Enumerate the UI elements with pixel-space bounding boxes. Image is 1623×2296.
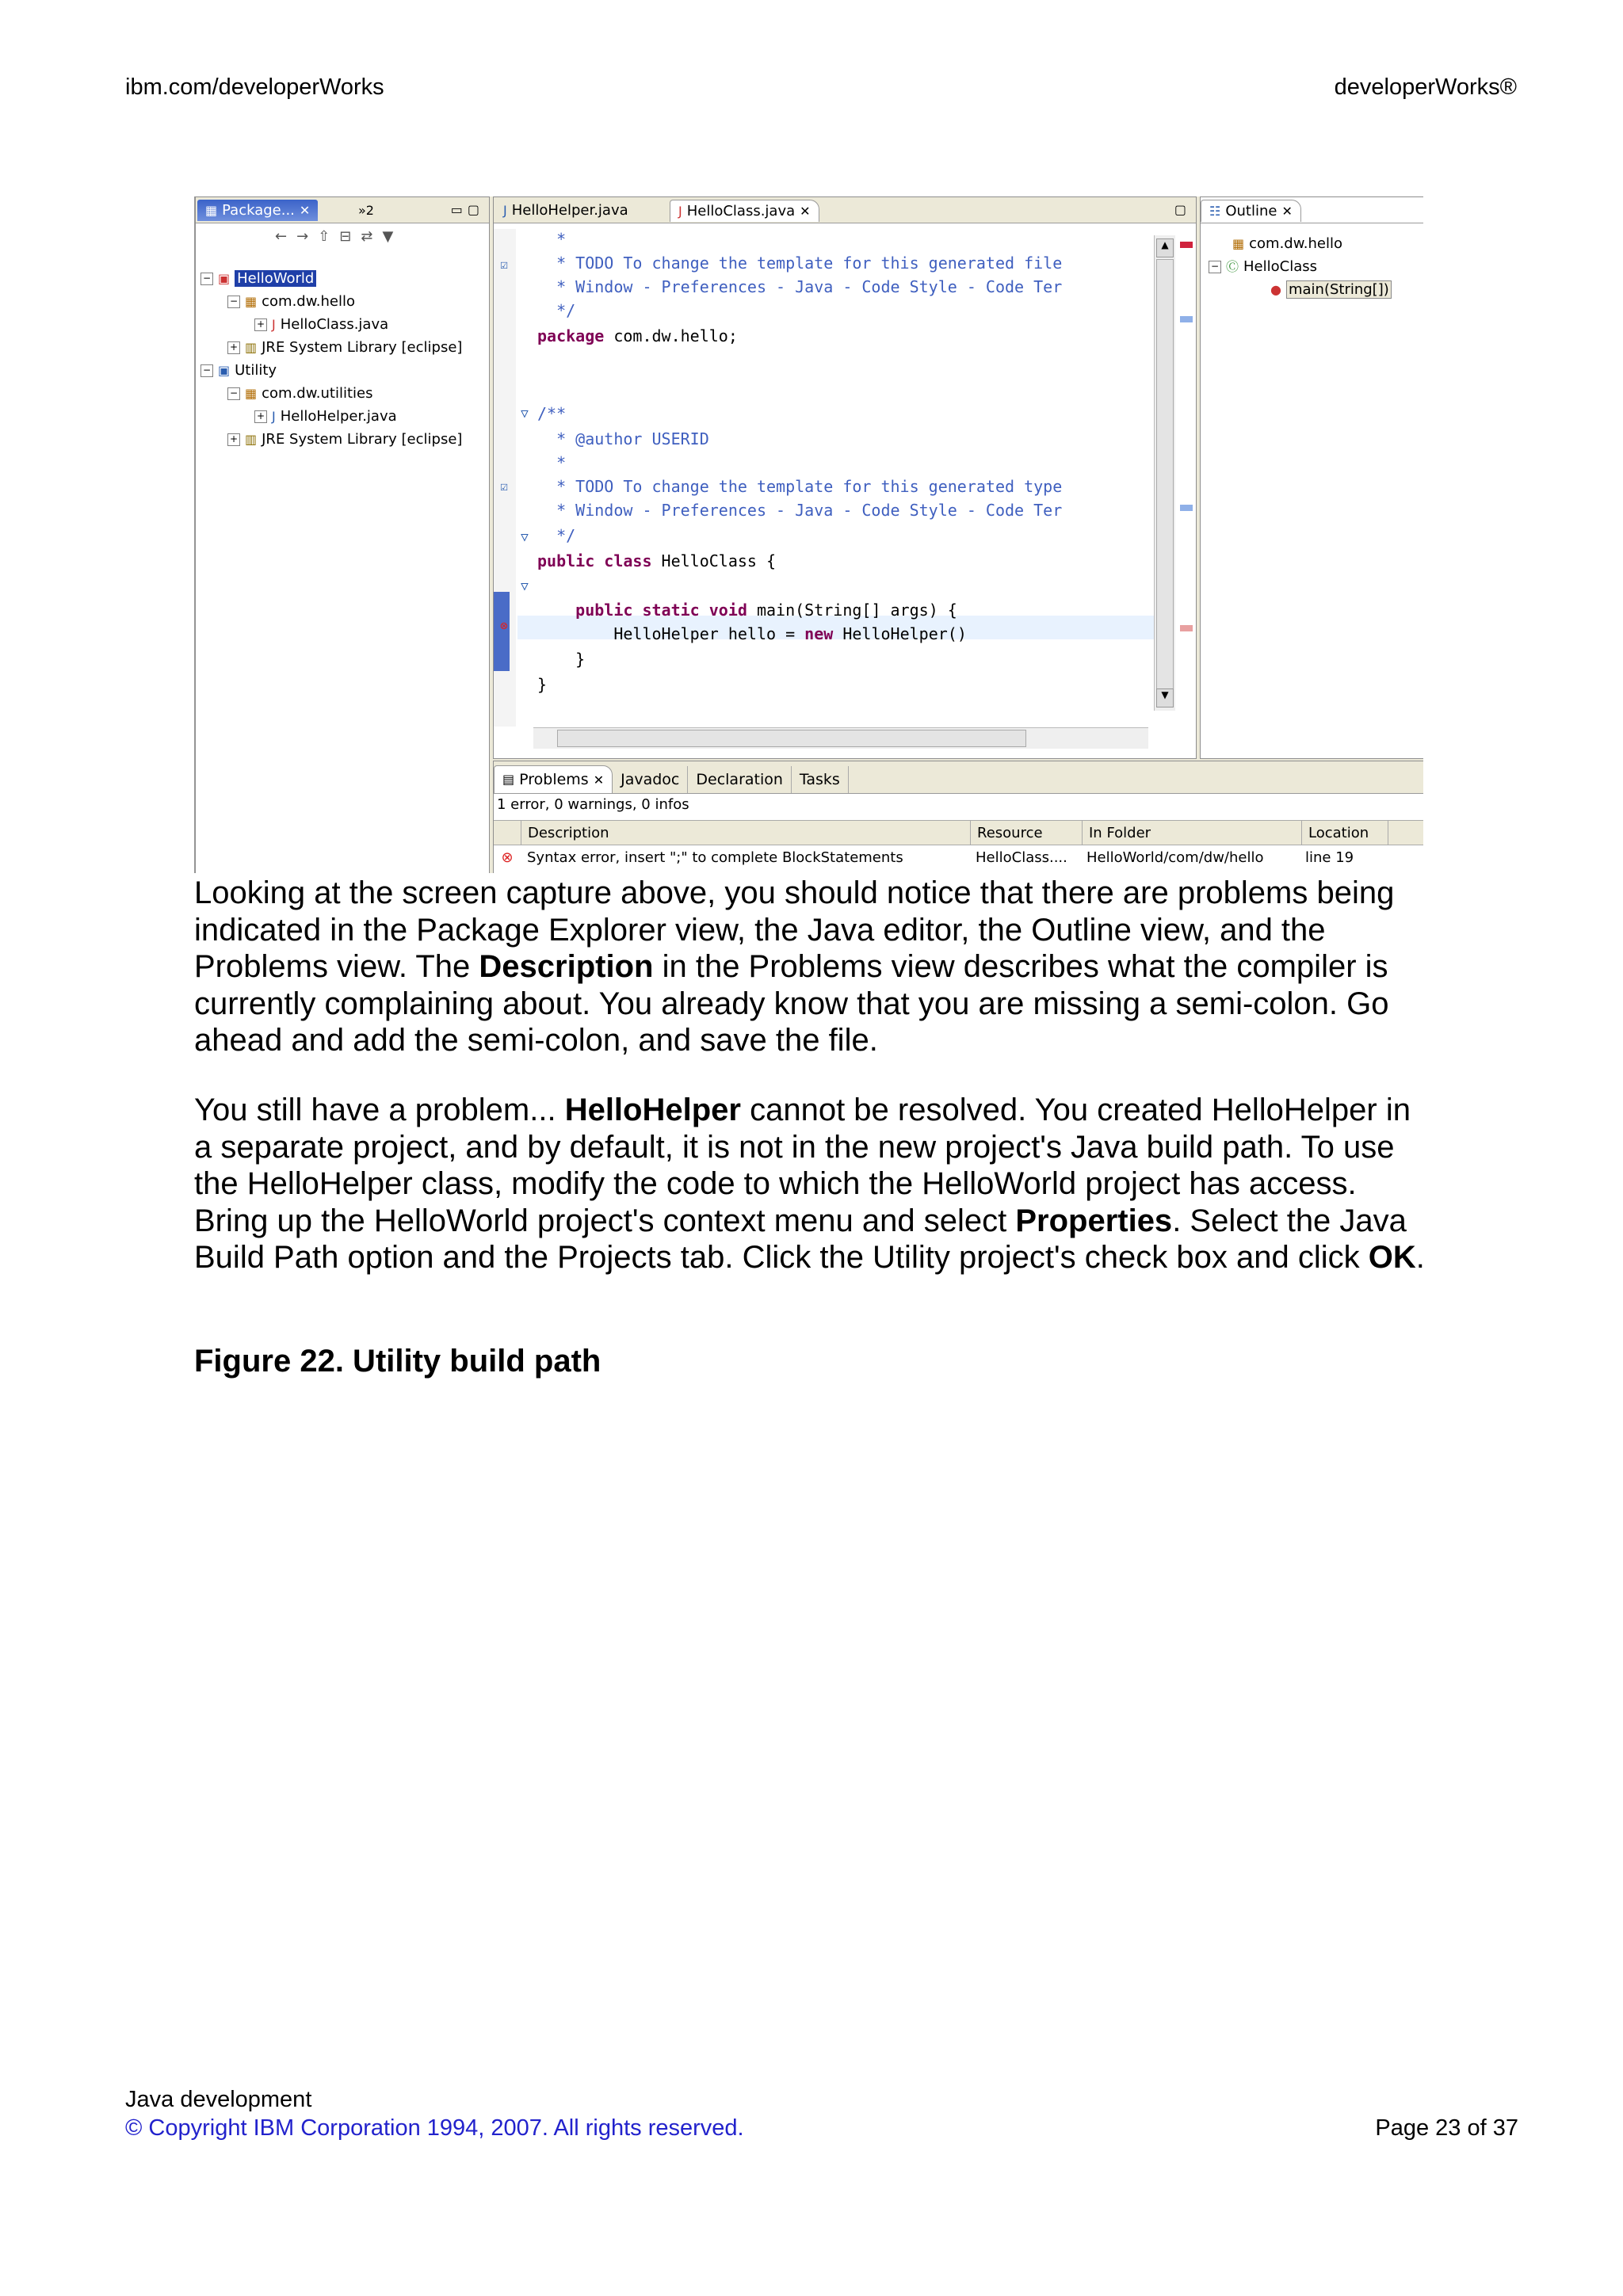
expand-icon[interactable]: + bbox=[254, 410, 267, 423]
tree-item-helloworld[interactable] bbox=[200, 267, 489, 290]
code-line: */ bbox=[537, 526, 576, 545]
problems-tab-label: Problems bbox=[519, 771, 589, 788]
column-header[interactable]: Location bbox=[1302, 821, 1388, 845]
code-line: */ bbox=[537, 301, 576, 320]
problem-folder: HelloWorld/com/dw/hello bbox=[1086, 849, 1264, 866]
tab-overflow[interactable]: »2 bbox=[358, 203, 374, 218]
java-file-error-icon: J bbox=[272, 316, 276, 332]
header-brand: developerWorks® bbox=[1334, 74, 1517, 100]
outline-item-label: main(String[]) bbox=[1286, 280, 1392, 299]
collapse-icon[interactable]: − bbox=[1209, 261, 1221, 273]
tree-item-label: HelloClass.java bbox=[280, 316, 389, 333]
close-icon[interactable]: ✕ bbox=[299, 203, 311, 218]
code-area[interactable] bbox=[494, 229, 1156, 727]
footer-title: Java development bbox=[125, 2087, 312, 2112]
outline-view bbox=[1200, 196, 1423, 759]
editor-tab-label: HelloHelper.java bbox=[511, 202, 628, 219]
scroll-thumb[interactable] bbox=[557, 730, 1026, 747]
code-line: } bbox=[537, 675, 548, 694]
outline-item-label: com.dw.hello bbox=[1249, 235, 1343, 252]
task-overview-marker[interactable] bbox=[1180, 316, 1193, 322]
tab-declaration[interactable]: Declaration bbox=[688, 766, 792, 793]
horizontal-scrollbar[interactable] bbox=[533, 727, 1148, 749]
text-run: Looking at the screen capture above, you should notice that there are problems being indicated in the Package Explorer view, the Java editor, the Outline view, and the Problems view. The bbox=[194, 875, 1395, 984]
column-header[interactable]: Description bbox=[521, 821, 971, 845]
error-icon: ⊗ bbox=[501, 849, 514, 866]
project-icon: ▣ bbox=[218, 362, 231, 378]
outline-item-label: HelloClass bbox=[1243, 258, 1317, 275]
scroll-thumb[interactable] bbox=[1156, 259, 1174, 704]
tree-item-label: JRE System Library [eclipse] bbox=[262, 431, 463, 448]
collapse-icon[interactable]: − bbox=[227, 387, 240, 400]
fold-icon[interactable]: ▽ bbox=[521, 529, 529, 544]
package-explorer-tab-label: Package... bbox=[222, 202, 295, 219]
project-error-icon: ▣ bbox=[218, 270, 231, 286]
expand-icon[interactable]: + bbox=[254, 318, 267, 331]
problems-table bbox=[494, 820, 1423, 869]
tree-item-library[interactable] bbox=[200, 428, 489, 451]
outline-icon: ☷ bbox=[1209, 203, 1221, 219]
problem-description: Syntax error, insert ";" to complete BlockStatements bbox=[527, 849, 903, 866]
error-icon[interactable]: ⊗ bbox=[500, 618, 508, 633]
fold-icon[interactable]: ▽ bbox=[521, 578, 529, 593]
package-icon: ▦ bbox=[245, 293, 258, 309]
fold-icon[interactable]: ▽ bbox=[521, 406, 529, 421]
package-icon: ▦ bbox=[245, 385, 258, 401]
code-line-class: public class HelloClass { bbox=[537, 551, 777, 570]
table-header bbox=[494, 820, 1423, 845]
outline-tab-label: Outline bbox=[1225, 203, 1277, 219]
tab-tasks[interactable]: Tasks bbox=[792, 766, 849, 793]
tree-item-file[interactable] bbox=[200, 313, 489, 336]
expand-icon[interactable]: + bbox=[227, 433, 240, 446]
java-file-icon: J bbox=[272, 408, 276, 424]
minimize-maximize-icon[interactable]: ▭▢ bbox=[450, 202, 484, 217]
close-icon[interactable]: ✕ bbox=[1281, 204, 1293, 219]
outline-item-package[interactable] bbox=[1209, 232, 1392, 255]
package-icon: ▦ bbox=[1232, 235, 1245, 251]
eclipse-screenshot bbox=[194, 196, 1423, 873]
text-run: cannot be resolved. You created HelloHelper in a separate project, and by default, it is not in the new project's Java build path. To use the HelloHelper class, modify the code to which the HelloWorld project has access. Bring up the HelloWorld project's context menu and select bbox=[194, 1093, 1411, 1238]
outline-item-method[interactable] bbox=[1209, 278, 1392, 301]
close-icon[interactable]: ✕ bbox=[800, 204, 811, 219]
tree-item-label: Utility bbox=[235, 362, 277, 379]
problems-icon: ▤ bbox=[502, 772, 515, 787]
package-icon: ▦ bbox=[205, 202, 218, 218]
footer-page-number: Page 23 of 37 bbox=[1375, 2115, 1518, 2141]
tree-item-file[interactable] bbox=[200, 405, 489, 428]
outline-item-class[interactable] bbox=[1209, 255, 1392, 278]
code-line: * Window - Preferences - Java - Code Style - Code Ter bbox=[537, 277, 1063, 296]
up-icon[interactable]: ⇧ bbox=[318, 227, 330, 245]
collapse-icon[interactable]: − bbox=[227, 296, 240, 308]
column-header[interactable]: Resource bbox=[971, 821, 1083, 845]
code-line-error: HelloHelper hello = new HelloHelper() bbox=[537, 624, 967, 643]
header-spacer bbox=[494, 821, 521, 845]
paragraph-build-path bbox=[194, 1092, 1430, 1276]
task-overview-marker[interactable] bbox=[1180, 505, 1193, 511]
column-header[interactable]: In Folder bbox=[1083, 821, 1302, 845]
problem-resource: HelloClass.... bbox=[976, 849, 1067, 866]
text-run: . bbox=[1415, 1240, 1425, 1275]
project-tree bbox=[200, 267, 489, 451]
link-with-editor-icon[interactable]: ⇄ bbox=[361, 227, 373, 245]
library-icon: ▥ bbox=[245, 431, 258, 447]
code-line: * @author USERID bbox=[537, 429, 709, 448]
problem-location: line 19 bbox=[1305, 849, 1354, 866]
back-icon[interactable]: ← bbox=[275, 227, 288, 245]
class-error-icon: Ⓒ bbox=[1226, 258, 1239, 274]
code-line-main: public static void main(String[] args) { bbox=[575, 601, 957, 620]
method-icon: ● bbox=[1270, 281, 1281, 297]
editor-tab-label: HelloClass.java bbox=[686, 203, 796, 219]
scroll-down-icon[interactable]: ▼ bbox=[1156, 688, 1174, 707]
scroll-up-icon[interactable]: ▲ bbox=[1156, 238, 1174, 257]
tree-item-package[interactable] bbox=[200, 290, 489, 313]
problems-summary: 1 error, 0 warnings, 0 infos bbox=[497, 796, 689, 813]
task-icon[interactable]: ☑ bbox=[500, 479, 508, 494]
package-explorer-view bbox=[195, 196, 490, 873]
tab-javadoc[interactable]: Javadoc bbox=[613, 766, 688, 793]
task-icon[interactable]: ☑ bbox=[500, 257, 508, 272]
tree-item-label: com.dw.utilities bbox=[262, 385, 373, 402]
forward-icon[interactable]: → bbox=[296, 227, 309, 245]
close-icon[interactable]: ✕ bbox=[593, 772, 605, 788]
code-line: /** bbox=[537, 404, 567, 423]
tab-outline[interactable] bbox=[1201, 200, 1301, 222]
code-line: * Window - Preferences - Java - Code Style - Code Ter bbox=[537, 501, 1063, 520]
table-row[interactable] bbox=[494, 845, 1423, 869]
tree-item-label: HelloWorld bbox=[235, 270, 316, 287]
expand-icon[interactable]: + bbox=[227, 341, 240, 354]
text-bold: Description bbox=[479, 949, 654, 984]
collapse-icon[interactable]: − bbox=[200, 364, 213, 377]
collapse-icon[interactable]: − bbox=[200, 273, 213, 285]
code-line: * bbox=[537, 230, 567, 249]
vertical-scrollbar[interactable] bbox=[1154, 235, 1175, 711]
text-run: . Select the Java Build Path option and the Projects tab. Click the Utility project's check box and click bbox=[194, 1203, 1407, 1275]
tree-item-label: HelloHelper.java bbox=[280, 408, 397, 425]
problems-view bbox=[493, 761, 1423, 873]
tree-item-label: com.dw.hello bbox=[262, 293, 356, 310]
tab-hellohelper[interactable] bbox=[495, 200, 636, 221]
java-file-error-icon: J bbox=[678, 203, 682, 219]
tab-problems[interactable] bbox=[494, 765, 613, 793]
maximize-icon[interactable]: ▢ bbox=[1174, 202, 1191, 217]
code-line-package: package com.dw.hello; bbox=[537, 326, 738, 345]
view-menu-icon[interactable]: ▼ bbox=[382, 227, 394, 245]
text-run: You still have a problem... bbox=[194, 1093, 565, 1127]
tab-package-explorer[interactable] bbox=[197, 200, 318, 221]
text-run: in the Problems view describes what the compiler is currently complaining about. You already know that you are missing a semi-colon. Go ahead and add the semi-colon, and save the file. bbox=[194, 949, 1389, 1058]
library-icon: ▥ bbox=[245, 339, 258, 355]
error-overview-marker[interactable] bbox=[1180, 625, 1193, 631]
java-file-icon: J bbox=[503, 202, 507, 218]
tree-item-library[interactable] bbox=[200, 336, 489, 359]
tab-helloclass[interactable] bbox=[670, 200, 819, 222]
header-site: ibm.com/developerWorks bbox=[125, 74, 384, 100]
figure-caption: Figure 22. Utility build path bbox=[194, 1344, 601, 1379]
code-line: * bbox=[537, 453, 567, 472]
error-overview-marker[interactable] bbox=[1180, 242, 1193, 248]
text-bold: OK bbox=[1368, 1240, 1416, 1275]
tree-item-package[interactable] bbox=[200, 382, 489, 405]
outline-tree bbox=[1209, 232, 1392, 301]
footer-copyright-link[interactable]: © Copyright IBM Corporation 1994, 2007. All rights reserved. bbox=[125, 2115, 744, 2141]
tree-item-label: JRE System Library [eclipse] bbox=[262, 339, 463, 356]
code-line: * TODO To change the template for this generated type bbox=[537, 477, 1063, 496]
code-line: } bbox=[537, 650, 586, 669]
paragraph-problems bbox=[194, 875, 1430, 1059]
collapse-all-icon[interactable]: ⊟ bbox=[339, 227, 352, 245]
text-bold: Properties bbox=[1015, 1203, 1173, 1238]
code-line: * TODO To change the template for this generated file bbox=[537, 254, 1063, 273]
tree-item-utility[interactable] bbox=[200, 359, 489, 382]
view-toolbar bbox=[196, 224, 489, 248]
java-editor-view bbox=[493, 196, 1197, 759]
text-bold: HelloHelper bbox=[564, 1093, 741, 1127]
